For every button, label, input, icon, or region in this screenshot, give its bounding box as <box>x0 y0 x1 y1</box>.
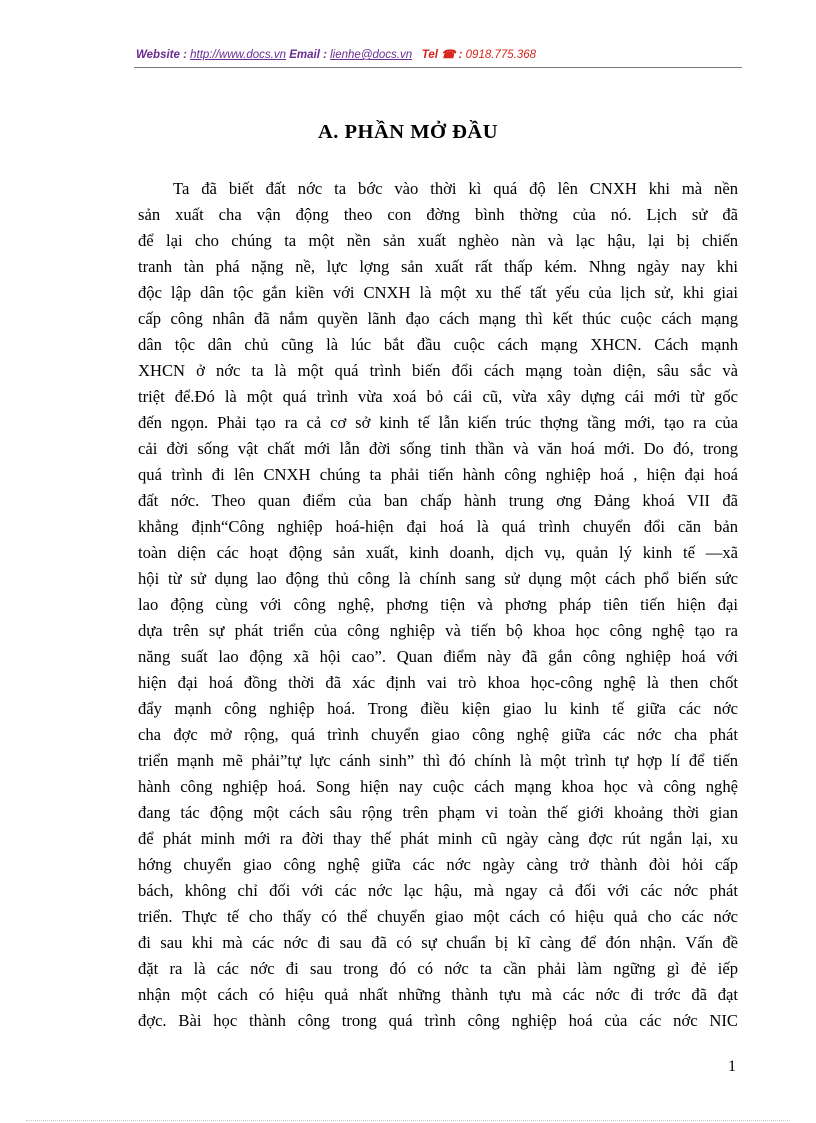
text-line: triển. Thực tế cho thấy có thể chuyển giao một cách có hiệu quả cho các nớc <box>138 907 738 926</box>
text-line: đẩy mạnh công nghiệp hoá. Trong điều kiện giao lu kinh tế giữa các nớc <box>138 699 738 718</box>
text-line: đặt ra là các nớc đi sau trong đó có nớc ta cần phải làm ngững gì đẻ iếp <box>138 959 738 978</box>
text-line: Ta đã biết đất nớc ta bớc vào thời kì quá độ lên CNXH khi mà nền <box>173 179 738 198</box>
text-line: đến ngọn. Phải tạo ra cả cơ sở kinh tế lẫn kiến trúc thợng tầng mới, tạo ra của <box>138 413 738 432</box>
text-line: hớng chuyển giao công nghệ giữa các nớc ngày càng trở thành đòi hỏi cấp <box>138 855 738 874</box>
header-divider <box>134 67 742 68</box>
text-line: đất nớc. Theo quan điểm của ban chấp hành trung ơng Đảng khoá VII đã <box>138 491 738 510</box>
text-line: hội từ sử dụng lao động thủ công là chính sang sử dụng một cách phổ biến sức <box>138 569 738 588</box>
page-title: A. PHẦN MỞ ĐẦU <box>317 121 499 143</box>
text-line: dân tộc dân chủ cũng là lúc bắt đầu cuộc cách mạng XHCN. Cách mạnh <box>138 335 738 354</box>
text-line: khẳng định“Công nghiệp hoá-hiện đại hoá là quá trình chuyển đổi căn bản <box>138 517 738 536</box>
footer-divider <box>26 1120 790 1121</box>
text-line: quá trình đi lên CNXH chúng ta phải tiến hành công nghiệp hoá , hiện đại hoá <box>138 465 738 484</box>
text-line: dựa trên sự phát triển của công nghiệp và tiến bộ khoa học công nghệ tạo ra <box>138 621 738 640</box>
text-line: cải đời sống vật chất mới lẫn đời sống tinh thần và văn hoá mới. Do đó, trong <box>138 439 738 458</box>
tel-label: Tel ☎ : <box>421 49 463 61</box>
text-line: XHCN ở nớc ta là một quá trình biến đổi cách mạng toàn diện, sâu sắc và <box>138 361 738 380</box>
email-label: Email : <box>289 49 327 61</box>
text-line: lao động cùng với công nghệ, phơng tiện và phơng pháp tiên tiến hiện đại <box>138 595 738 614</box>
text-line: năng suất lao động xã hội cao”. Quan điểm này đã gắn công nghiệp hoá với <box>138 647 738 666</box>
page-number: 1 <box>728 1058 736 1075</box>
body-paragraph <box>138 176 738 1034</box>
text-line: độc lập dân tộc gắn kiền với CNXH là một xu thế tất yếu của lịch sử, khi giai <box>138 283 738 302</box>
text-line: triển mạnh mẽ phải”tự lực cánh sinh” thì đó chính là một trình tự hợp lí để tiến <box>138 751 738 770</box>
text-line: nhận một cách có hiệu quả nhất những thành tựu mà các nớc đi trớc đã đạt <box>138 985 738 1004</box>
text-line: sản xuất cha vận động theo con đờng bình thờng của nó. Lịch sử đã <box>138 205 738 224</box>
page-header <box>136 47 736 61</box>
text-line: cấp công nhân đã nắm quyền lãnh đạo cách mạng thì kết thúc cuộc cách mạng <box>138 309 738 328</box>
text-line: bách, không chỉ đối với các nớc lạc hậu, mà ngay cả đối với các nớc phát <box>138 881 738 900</box>
text-line: để lại cho chúng ta một nền sản xuất nghèo nàn và lạc hậu, lại bị chiến <box>138 231 738 250</box>
text-line: đi sau khi mà các nớc đi sau đã có sự chuẩn bị kĩ càng để đón nhận. Vấn đề <box>138 933 738 952</box>
text-line: hiện đại hoá đồng thời đã xác định vai trò khoa học-công nghệ là then chốt <box>138 673 738 692</box>
text-line: đợc. Bài học thành công trong quá trình công nghiệp hoá của các nớc NIC <box>138 1011 738 1030</box>
tel-value: 0918.775.368 <box>465 49 537 61</box>
text-line: triệt để.Đó là một quá trình vừa xoá bỏ cái cũ, vừa xây dựng cái mới từ gốc <box>138 387 738 406</box>
website-link[interactable]: http://www.docs.vn <box>190 49 286 61</box>
text-line: hành công nghiệp hoá. Song hiện nay cuộc cách mạng khoa học và công nghệ <box>138 777 738 796</box>
text-line: đang tác động một cách sâu rộng trên phạm vi toàn thế giới khoảng thời gian <box>138 803 738 822</box>
text-line: tranh tàn phá nặng nề, lực lợng sản xuất rất thấp kém. Nhng ngày nay khi <box>138 257 738 276</box>
text-line: cha đợc mở rộng, quá trình chuyển giao công nghệ giữa các nớc cha phát <box>138 725 738 744</box>
text-line: để phát minh mới ra đời thay thế phát minh cũ ngày càng đợc rút ngắn lại, xu <box>138 829 738 848</box>
text-line: toàn diện các hoạt động sản xuất, kinh doanh, dịch vụ, quản lý kinh tế —xã <box>138 543 738 562</box>
website-label: Website : <box>136 49 187 61</box>
email-link[interactable]: lienhe@docs.vn <box>330 49 413 61</box>
